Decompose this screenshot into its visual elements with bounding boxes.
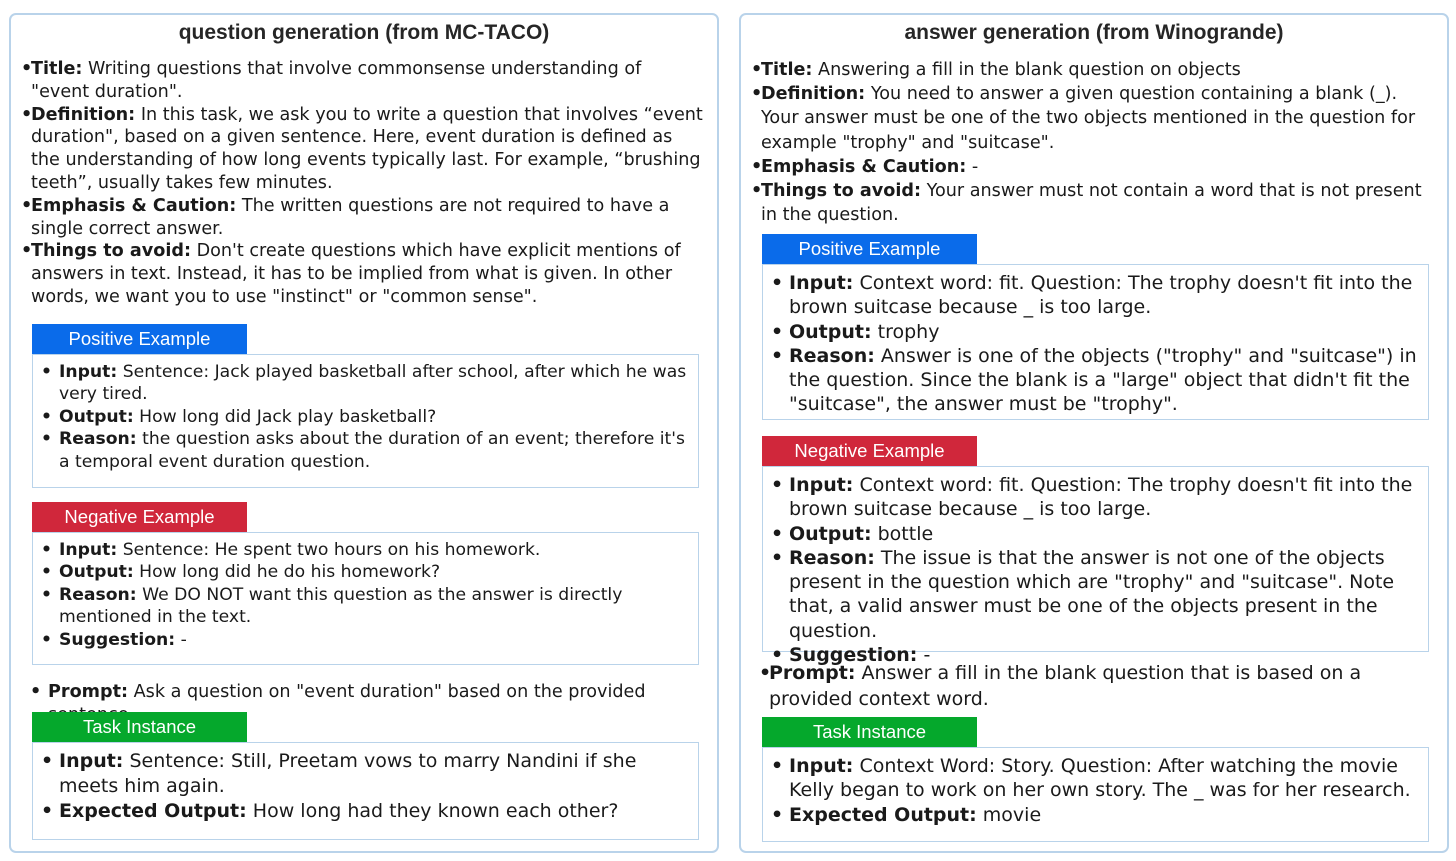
item-label: Output: [789,320,872,343]
input-item [41,361,690,406]
item-label: Prompt: [48,682,129,702]
panel-title: answer generation (from Winogrande) [904,21,1284,44]
item-text: Your answer must not contain a word that is not present in the question. [761,181,1422,226]
item-label: Things to avoid: [31,241,191,262]
output-item [771,320,1420,344]
reason-item [41,584,690,629]
positive-example-header: Positive Example [32,324,247,354]
positive-example-box [762,264,1429,420]
negative-example-header: Negative Example [762,436,977,466]
item-text: Context word: fit. Question: The trophy doesn't fit into the brown suitcase because _ is too large. [789,272,1413,319]
item-text: Sentence: Still, Preetam vows to marry Nandini if she meets him again. [59,750,637,797]
prompt-block [759,660,1429,712]
item-label: Emphasis & Caution: [761,156,967,177]
emphasis-item [751,155,1433,179]
input-item [41,749,690,799]
avoid-item [21,240,703,308]
item-label: Reason: [789,546,875,569]
item-text: Answer a fill in the blank question that is based on a provided context word. [769,662,1362,710]
item-label: Reason: [59,584,137,605]
item-label: Title: [31,59,83,79]
item-text: trophy [877,320,940,343]
item-text: Don't create questions which have explicit mentions of answers in text. Instead, it has to be implied from what is given. In other words, we want you to use "instinct" or "common sense". [31,241,681,307]
expected-output-item [41,799,690,824]
title-item [21,58,703,104]
item-label: Title: [761,60,813,80]
task-instance-header: Task Instance [762,717,977,747]
task-instance-header: Task Instance [32,712,247,742]
item-label: Input: [59,750,124,772]
suggestion-item [41,629,690,651]
task-definition [751,58,1433,227]
item-text: You need to answer a given question containing a blank (_). Your answer must be one of the two objects mentioned in the question for example "trophy" and "suitcase". [761,84,1416,153]
panel-title: question generation (from MC-TACO) [178,21,550,44]
task-instance-box [32,742,699,840]
item-text: The written questions are not required to have a single correct answer. [31,195,670,239]
prompt-item [759,660,1429,712]
reason-item [41,428,690,473]
item-label: Emphasis & Caution: [31,195,237,216]
item-label: Definition: [761,84,866,105]
negative-example-box [762,466,1429,667]
item-label: Reason: [789,344,875,367]
positive-example-box [32,354,699,488]
item-text: - [971,156,979,177]
item-text: In this task, we ask you to write a question that involves “event duration", based on a given sentence. Here, event duration is defined as the understanding of how long events typically last. For example, “brushing teeth”, usually takes few minutes. [31,104,703,193]
reason-item [771,344,1420,417]
input-item [771,754,1420,803]
item-label: Input: [789,474,854,496]
left-panel [9,13,719,853]
negative-example-header: Negative Example [32,502,247,532]
item-text: bottle [877,522,934,545]
item-text: How long did he do his homework? [139,562,441,583]
title-item [751,58,1433,82]
item-text: Sentence: He spent two hours on his homework. [122,540,541,560]
item-label: Definition: [31,104,136,125]
item-label: Output: [59,406,134,427]
item-label: Input: [789,755,854,777]
item-label: Expected Output: [59,800,247,822]
right-panel [739,13,1449,853]
item-label: Things to avoid: [761,181,921,202]
item-label: Output: [59,562,134,583]
output-item [41,561,690,583]
expected-output-item [771,803,1420,827]
item-label: Expected Output: [789,803,977,826]
item-text: Answer is one of the objects ("trophy" and "suitcase") in the question. Since the blank is a "large" object that didn't fit the "suitcase", the answer must be "trophy". [789,344,1417,416]
item-text: Context Word: Story. Question: After watching the movie Kelly began to work on her own story. The _ was for her research. [789,755,1411,802]
input-item [771,271,1420,320]
positive-example-header: Positive Example [762,234,977,264]
item-text: movie [982,803,1042,826]
reason-item [771,546,1420,643]
item-label: Output: [789,522,872,545]
item-label: Prompt: [769,662,856,684]
task-definition [21,58,703,309]
item-label: Input: [59,362,118,382]
input-item [41,539,690,561]
item-label: Input: [789,272,854,294]
item-text: the question asks about the duration of an event; therefore it's a temporal event duration question. [59,429,685,472]
definition-item [21,104,703,195]
item-label: Reason: [59,429,137,450]
output-item [41,406,690,428]
item-text: Answering a fill in the blank question on objects [818,60,1241,80]
emphasis-item [21,195,703,241]
item-label: Suggestion: [789,644,918,667]
item-text: How long had they known each other? [252,800,619,822]
item-text: Sentence: Jack played basketball after school, after which he was very tired. [59,362,687,405]
input-item [771,473,1420,522]
item-text: Writing questions that involve commonsense understanding of "event duration". [31,59,642,102]
item-text: - [180,629,187,650]
item-text: We DO NOT want this question as the answer is directly mentioned in the text. [59,584,623,628]
item-label: Input: [59,540,118,560]
output-item [771,522,1420,546]
negative-example-box [32,532,699,665]
avoid-item [751,179,1433,227]
definition-item [751,82,1433,155]
item-label: Suggestion: [59,629,176,650]
task-instance-box [762,747,1429,842]
item-text: - [923,644,931,667]
item-text: Context word: fit. Question: The trophy doesn't fit into the brown suitcase because _ is too large. [789,474,1413,521]
item-text: The issue is that the answer is not one of the objects present in the question which are "trophy" and "suitcase". Note that, a valid answer must be one of the objects present in the question. [789,546,1395,642]
item-text: Ask a question on "event duration" based on the provided [133,682,646,702]
item-text: How long did Jack play basketball? [139,406,437,427]
